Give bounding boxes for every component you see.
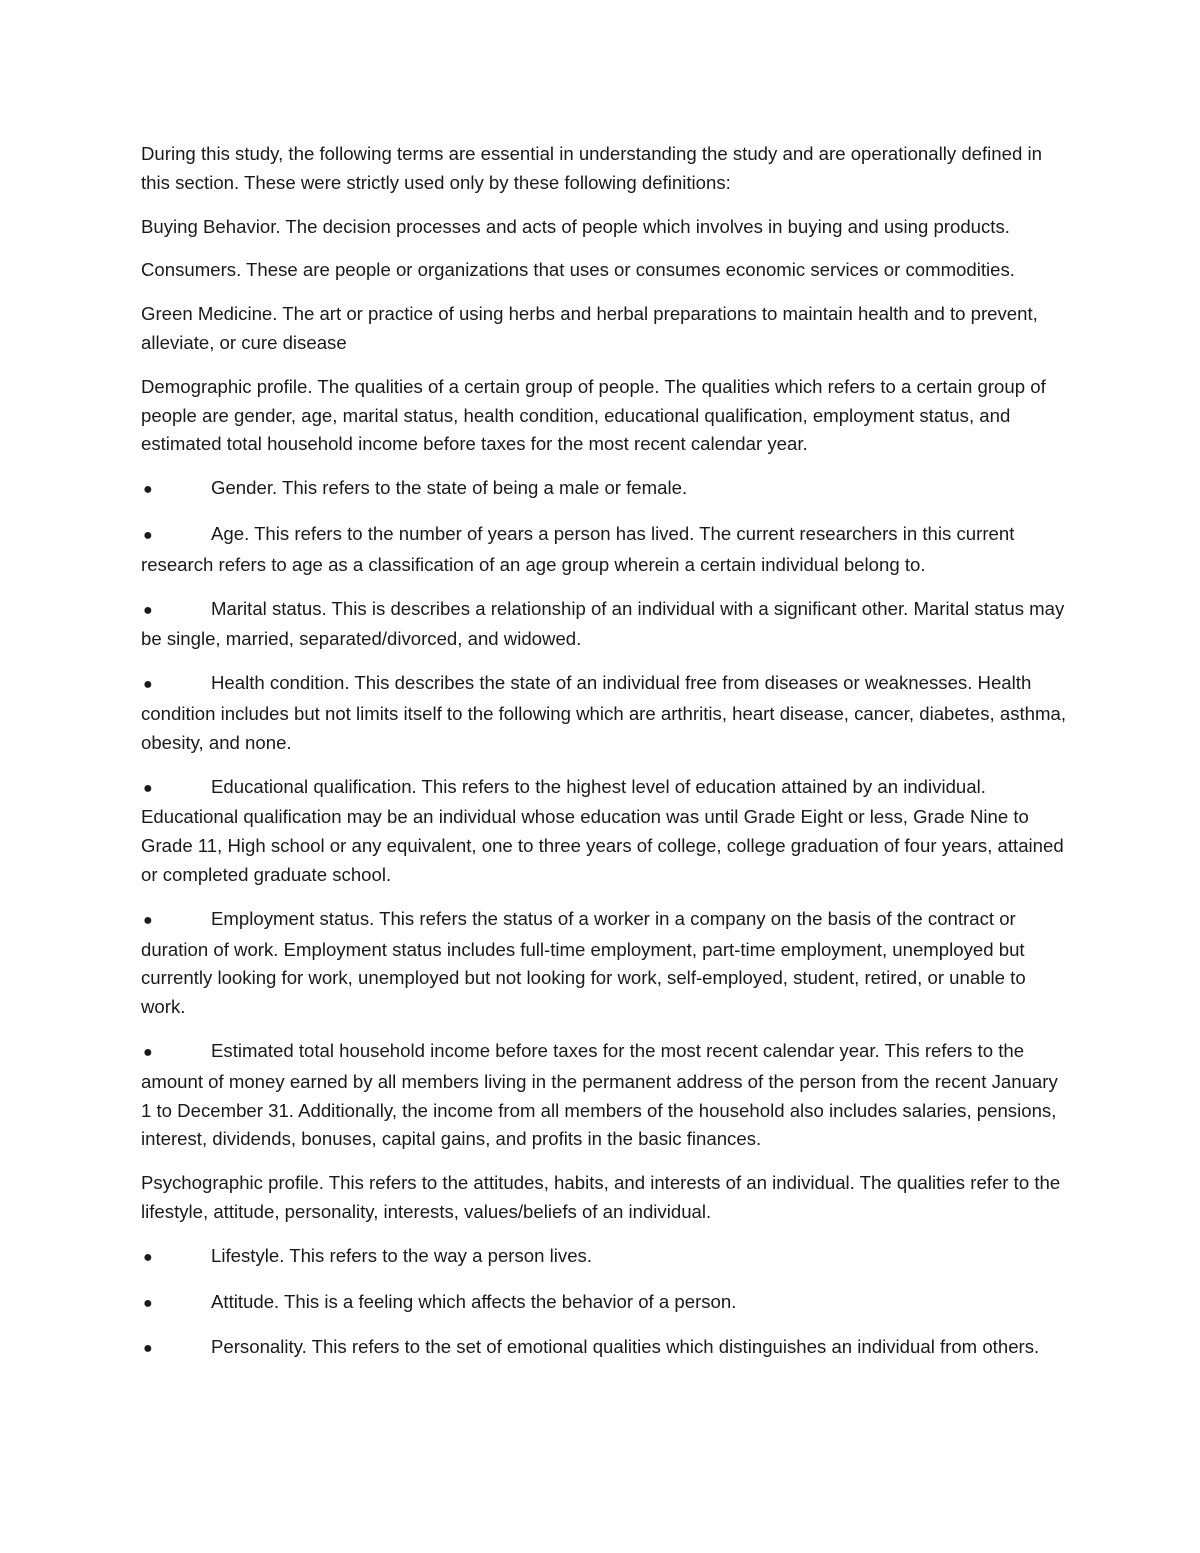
bullet-icon: ● [143,1043,153,1061]
bullet-item [141,773,1066,890]
bullet-text: Marital status. This is describes a relationship of an individual with a significant other. Marital status may be single, married, separated/divorced, and widowed. [141,597,1065,650]
bullet-icon: ● [143,676,153,694]
bullet-text: Lifestyle. This refers to the way a person lives. [211,1244,592,1266]
bullet-item [141,669,1066,757]
bullet-icon: ● [143,1294,153,1312]
paragraph: Green Medicine. The art or practice of using herbs and herbal preparations to maintain health and to prevent, alleviate, or cure disease [141,303,1038,353]
bullet-icon: ● [143,1248,153,1266]
bullet-item [141,1288,1066,1319]
bullet-item [141,1037,1066,1154]
paragraph: Psychographic profile. This refers to the attitudes, habits, and interests of an individual. The qualities refer to the lifestyle, attitude, personality, interests, values/beliefs of an individual. [141,1172,1061,1222]
paragraph: Consumers. These are people or organizations that uses or consumes economic services or commodities. [141,259,1015,281]
bullet-text: Gender. This refers to the state of being a male or female. [211,477,688,499]
bullet-text: Attitude. This is a feeling which affects the behavior of a person. [211,1290,737,1312]
bullet-item [141,474,1066,505]
bullet-icon: ● [143,779,153,797]
bullet-text: Age. This refers to the number of years a person has lived. The current researchers in this current research refers to age as a classification of an age group wherein a certain individual belong to. [141,522,1015,575]
document-body [141,140,1066,1379]
bullet-text: Educational qualification. This refers to the highest level of education attained by an individual. Educational qualification may be an individual whose education was until Grade Eight or less, Grade Nine to Grade 11, High school or any equivalent, one to three years of college, college graduation of four years, attained or completed graduate school. [141,775,1064,885]
bullet-item [141,595,1066,655]
bullet-item [141,1242,1066,1273]
bullet-icon: ● [143,601,153,619]
bullet-text: Personality. This refers to the set of emotional qualities which distinguishes an individual from others. [211,1336,1040,1358]
bullet-item [141,1333,1066,1364]
bullet-text: Health condition. This describes the state of an individual free from diseases or weaknesses. Health condition includes but not limits itself to the following which are arthritis, heart disease, cancer, diabetes, asthma, obesity, and none. [141,672,1067,753]
bullet-text: Estimated total household income before taxes for the most recent calendar year. This refers to the amount of money earned by all members living in the permanent address of the person from the recent January 1 to December 31. Additionally, the income from all members of the household also includes salaries, pensions, interest, dividends, bonuses, capital gains, and profits in the basic finances. [141,1039,1058,1150]
bullet-icon: ● [143,911,153,929]
bullet-icon: ● [143,481,153,499]
bullet-icon: ● [143,1340,153,1358]
paragraph: Buying Behavior. The decision processes and acts of people which involves in buying and using products. [141,215,1010,237]
paragraph: Demographic profile. The qualities of a certain group of people. The qualities which refers to a certain group of people are gender, age, marital status, health condition, educational qualification, employment status, and estimated total household income before taxes for the most recent calendar year. [141,375,1046,455]
bullet-item [141,905,1066,1022]
bullet-icon: ● [143,526,153,544]
bullet-text: Employment status. This refers the status of a worker in a company on the basis of the contract or duration of work. Employment status includes full-time employment, part-time employment, unemployed but currently looking for work, unemployed but not looking for work, self-employed, student, retired, or unable to work. [141,907,1026,1018]
paragraph: During this study, the following terms are essential in understanding the study and are operationally defined in this section. These were strictly used only by these following definitions: [141,143,1042,193]
bullet-item [141,520,1066,580]
